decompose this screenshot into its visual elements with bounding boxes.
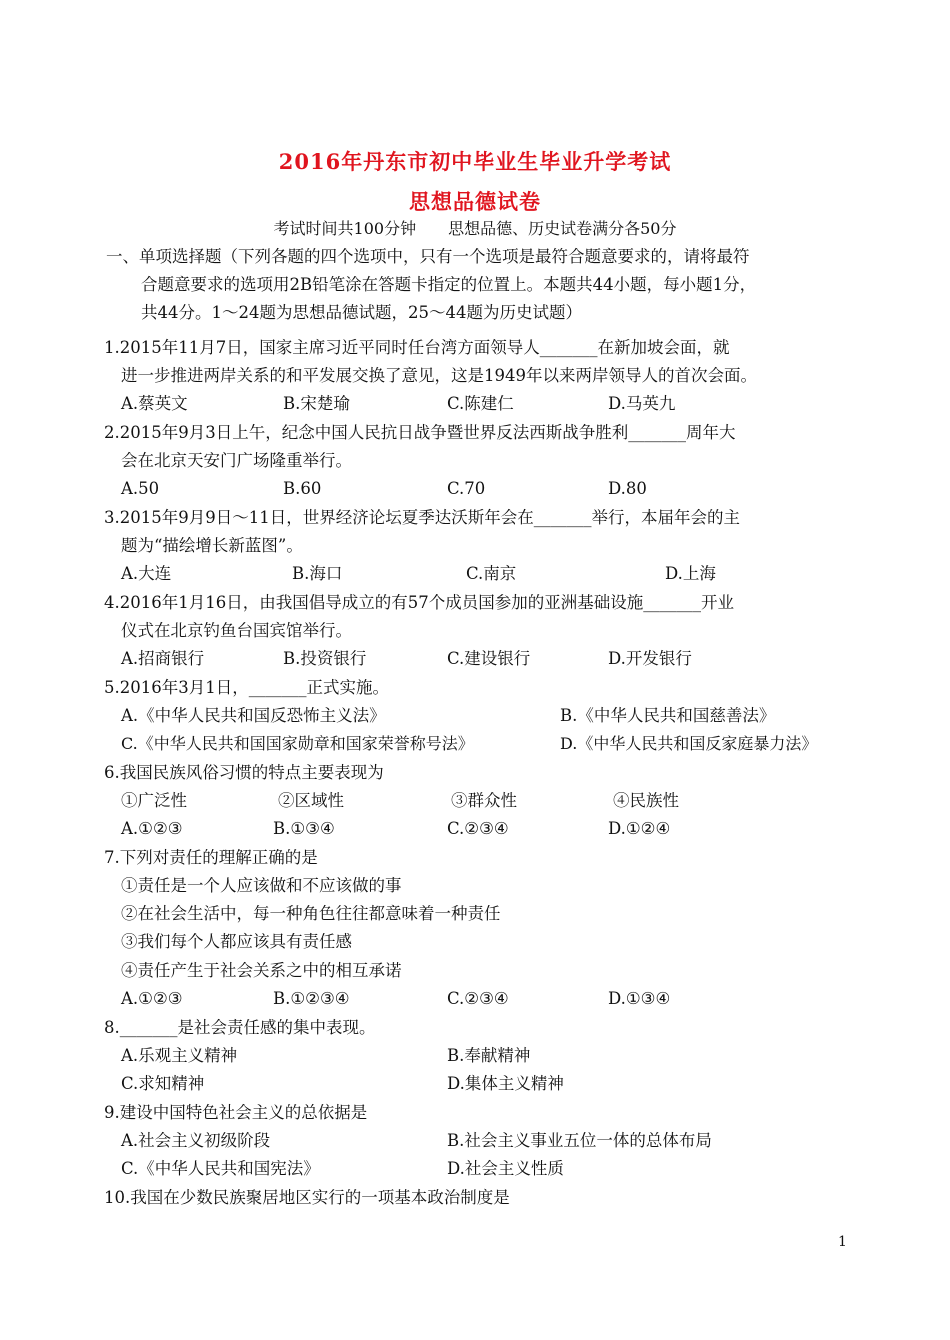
question-8-option-d: D.集体主义精神 xyxy=(447,1074,564,1093)
question-8-stem: 8._______是社会责任感的集中表现。 xyxy=(104,1018,376,1037)
question-6-option-a: A.①②③ xyxy=(121,819,183,838)
section-instruction: 共44分。1～24题为思想品德试题，25～44题为历史试题） xyxy=(141,303,582,322)
question-9-option-b: B.社会主义事业五位一体的总体布局 xyxy=(447,1131,712,1150)
question-8-option-b: B.奉献精神 xyxy=(447,1046,531,1065)
question-5-option-a: A.《中华人民共和国反恐怖主义法》 xyxy=(121,706,386,725)
question-2-stem: 会在北京天安门广场隆重举行。 xyxy=(121,451,352,470)
question-7-statement-1: ①责任是一个人应该做和不应该做的事 xyxy=(121,876,402,895)
question-7-option-c: C.②③④ xyxy=(447,989,509,1008)
question-3-stem: 3.2015年9月9日～11日，世界经济论坛夏季达沃斯年会在_______举行，本届年会的主 xyxy=(104,508,740,527)
question-2-option-c: C.70 xyxy=(447,479,486,498)
question-6-option-d: D.①②④ xyxy=(608,819,671,838)
exam-title: 2016年丹东市初中毕业生毕业升学考试 xyxy=(278,149,672,174)
question-4-option-c: C.建设银行 xyxy=(447,649,531,668)
exam-subject-title: 思想品德试卷 xyxy=(409,189,541,214)
question-1-option-c: C.陈建仁 xyxy=(447,394,514,413)
question-4-stem: 仪式在北京钓鱼台国宾馆举行。 xyxy=(121,621,352,640)
question-9-stem: 9.建设中国特色社会主义的总依据是 xyxy=(104,1103,368,1122)
question-9-option-d: D.社会主义性质 xyxy=(447,1159,564,1178)
question-5-option-c: C.《中华人民共和国国家勋章和国家荣誉称号法》 xyxy=(121,734,474,753)
question-6-statement-3: ③群众性 xyxy=(451,791,517,810)
page-number: 1 xyxy=(838,1234,847,1250)
question-4-option-b: B.投资银行 xyxy=(283,649,367,668)
question-7-option-a: A.①②③ xyxy=(121,989,183,1008)
question-6-option-c: C.②③④ xyxy=(447,819,509,838)
question-6-option-b: B.①③④ xyxy=(273,819,335,838)
question-3-option-c: C.南京 xyxy=(466,564,517,583)
question-1-stem: 进一步推进两岸关系的和平发展交换了意见，这是1949年以来两岸领导人的首次会面。 xyxy=(121,366,757,385)
question-5-option-d: D.《中华人民共和国反家庭暴力法》 xyxy=(560,734,818,753)
question-3-option-a: A.大连 xyxy=(121,564,172,583)
question-5-stem: 5.2016年3月1日，_______正式实施。 xyxy=(104,678,389,697)
question-2-stem: 2.2015年9月3日上午，纪念中国人民抗日战争暨世界反法西斯战争胜利_______周年大 xyxy=(104,423,736,442)
question-2-option-a: A.50 xyxy=(121,479,160,498)
question-5-option-b: B.《中华人民共和国慈善法》 xyxy=(560,706,776,725)
question-8-option-a: A.乐观主义精神 xyxy=(121,1046,238,1065)
question-2-option-b: B.60 xyxy=(283,479,322,498)
question-7-statement-2: ②在社会生活中，每一种角色往往都意味着一种责任 xyxy=(121,904,501,923)
question-7-option-b: B.①②③④ xyxy=(273,989,350,1008)
question-3-stem: 题为“描绘增长新蓝图”。 xyxy=(121,536,303,555)
question-1-option-a: A.蔡英文 xyxy=(121,394,188,413)
exam-info: 考试时间共100分钟 思想品德、历史试卷满分各50分 xyxy=(273,219,677,238)
question-2-option-d: D.80 xyxy=(608,479,647,498)
question-1-stem: 1.2015年11月7日，国家主席习近平同时任台湾方面领导人_______在新加坡会面，就 xyxy=(104,338,730,357)
question-1-option-b: B.宋楚瑜 xyxy=(283,394,350,413)
question-7-statement-4: ④责任产生于社会关系之中的相互承诺 xyxy=(121,961,402,980)
question-7-option-d: D.①③④ xyxy=(608,989,671,1008)
question-10-stem: 10.我国在少数民族聚居地区实行的一项基本政治制度是 xyxy=(104,1188,510,1207)
question-1-option-d: D.马英九 xyxy=(608,394,676,413)
question-6-statement-1: ①广泛性 xyxy=(121,791,187,810)
question-6-stem: 6.我国民族风俗习惯的特点主要表现为 xyxy=(104,763,384,782)
question-6-statement-2: ②区域性 xyxy=(278,791,344,810)
question-7-stem: 7.下列对责任的理解正确的是 xyxy=(104,848,318,867)
question-7-statement-3: ③我们每个人都应该具有责任感 xyxy=(121,932,352,951)
question-6-statement-4: ④民族性 xyxy=(613,791,679,810)
section-instruction: 合题意要求的选项用2B铅笔涂在答题卡指定的位置上。本题共44小题，每小题1分， xyxy=(141,275,757,294)
question-9-option-a: A.社会主义初级阶段 xyxy=(121,1131,271,1150)
question-9-option-c: C.《中华人民共和国宪法》 xyxy=(121,1159,320,1178)
question-3-option-b: B.海口 xyxy=(292,564,343,583)
question-3-option-d: D.上海 xyxy=(665,564,716,583)
question-4-option-a: A.招商银行 xyxy=(121,649,205,668)
section-heading: 一、单项选择题（下列各题的四个选项中，只有一个选项是最符合题意要求的，请将最符 xyxy=(106,247,750,266)
question-4-stem: 4.2016年1月16日，由我国倡导成立的有57个成员国参加的亚洲基础设施_______开业 xyxy=(104,593,734,612)
question-4-option-d: D.开发银行 xyxy=(608,649,692,668)
question-8-option-c: C.求知精神 xyxy=(121,1074,205,1093)
